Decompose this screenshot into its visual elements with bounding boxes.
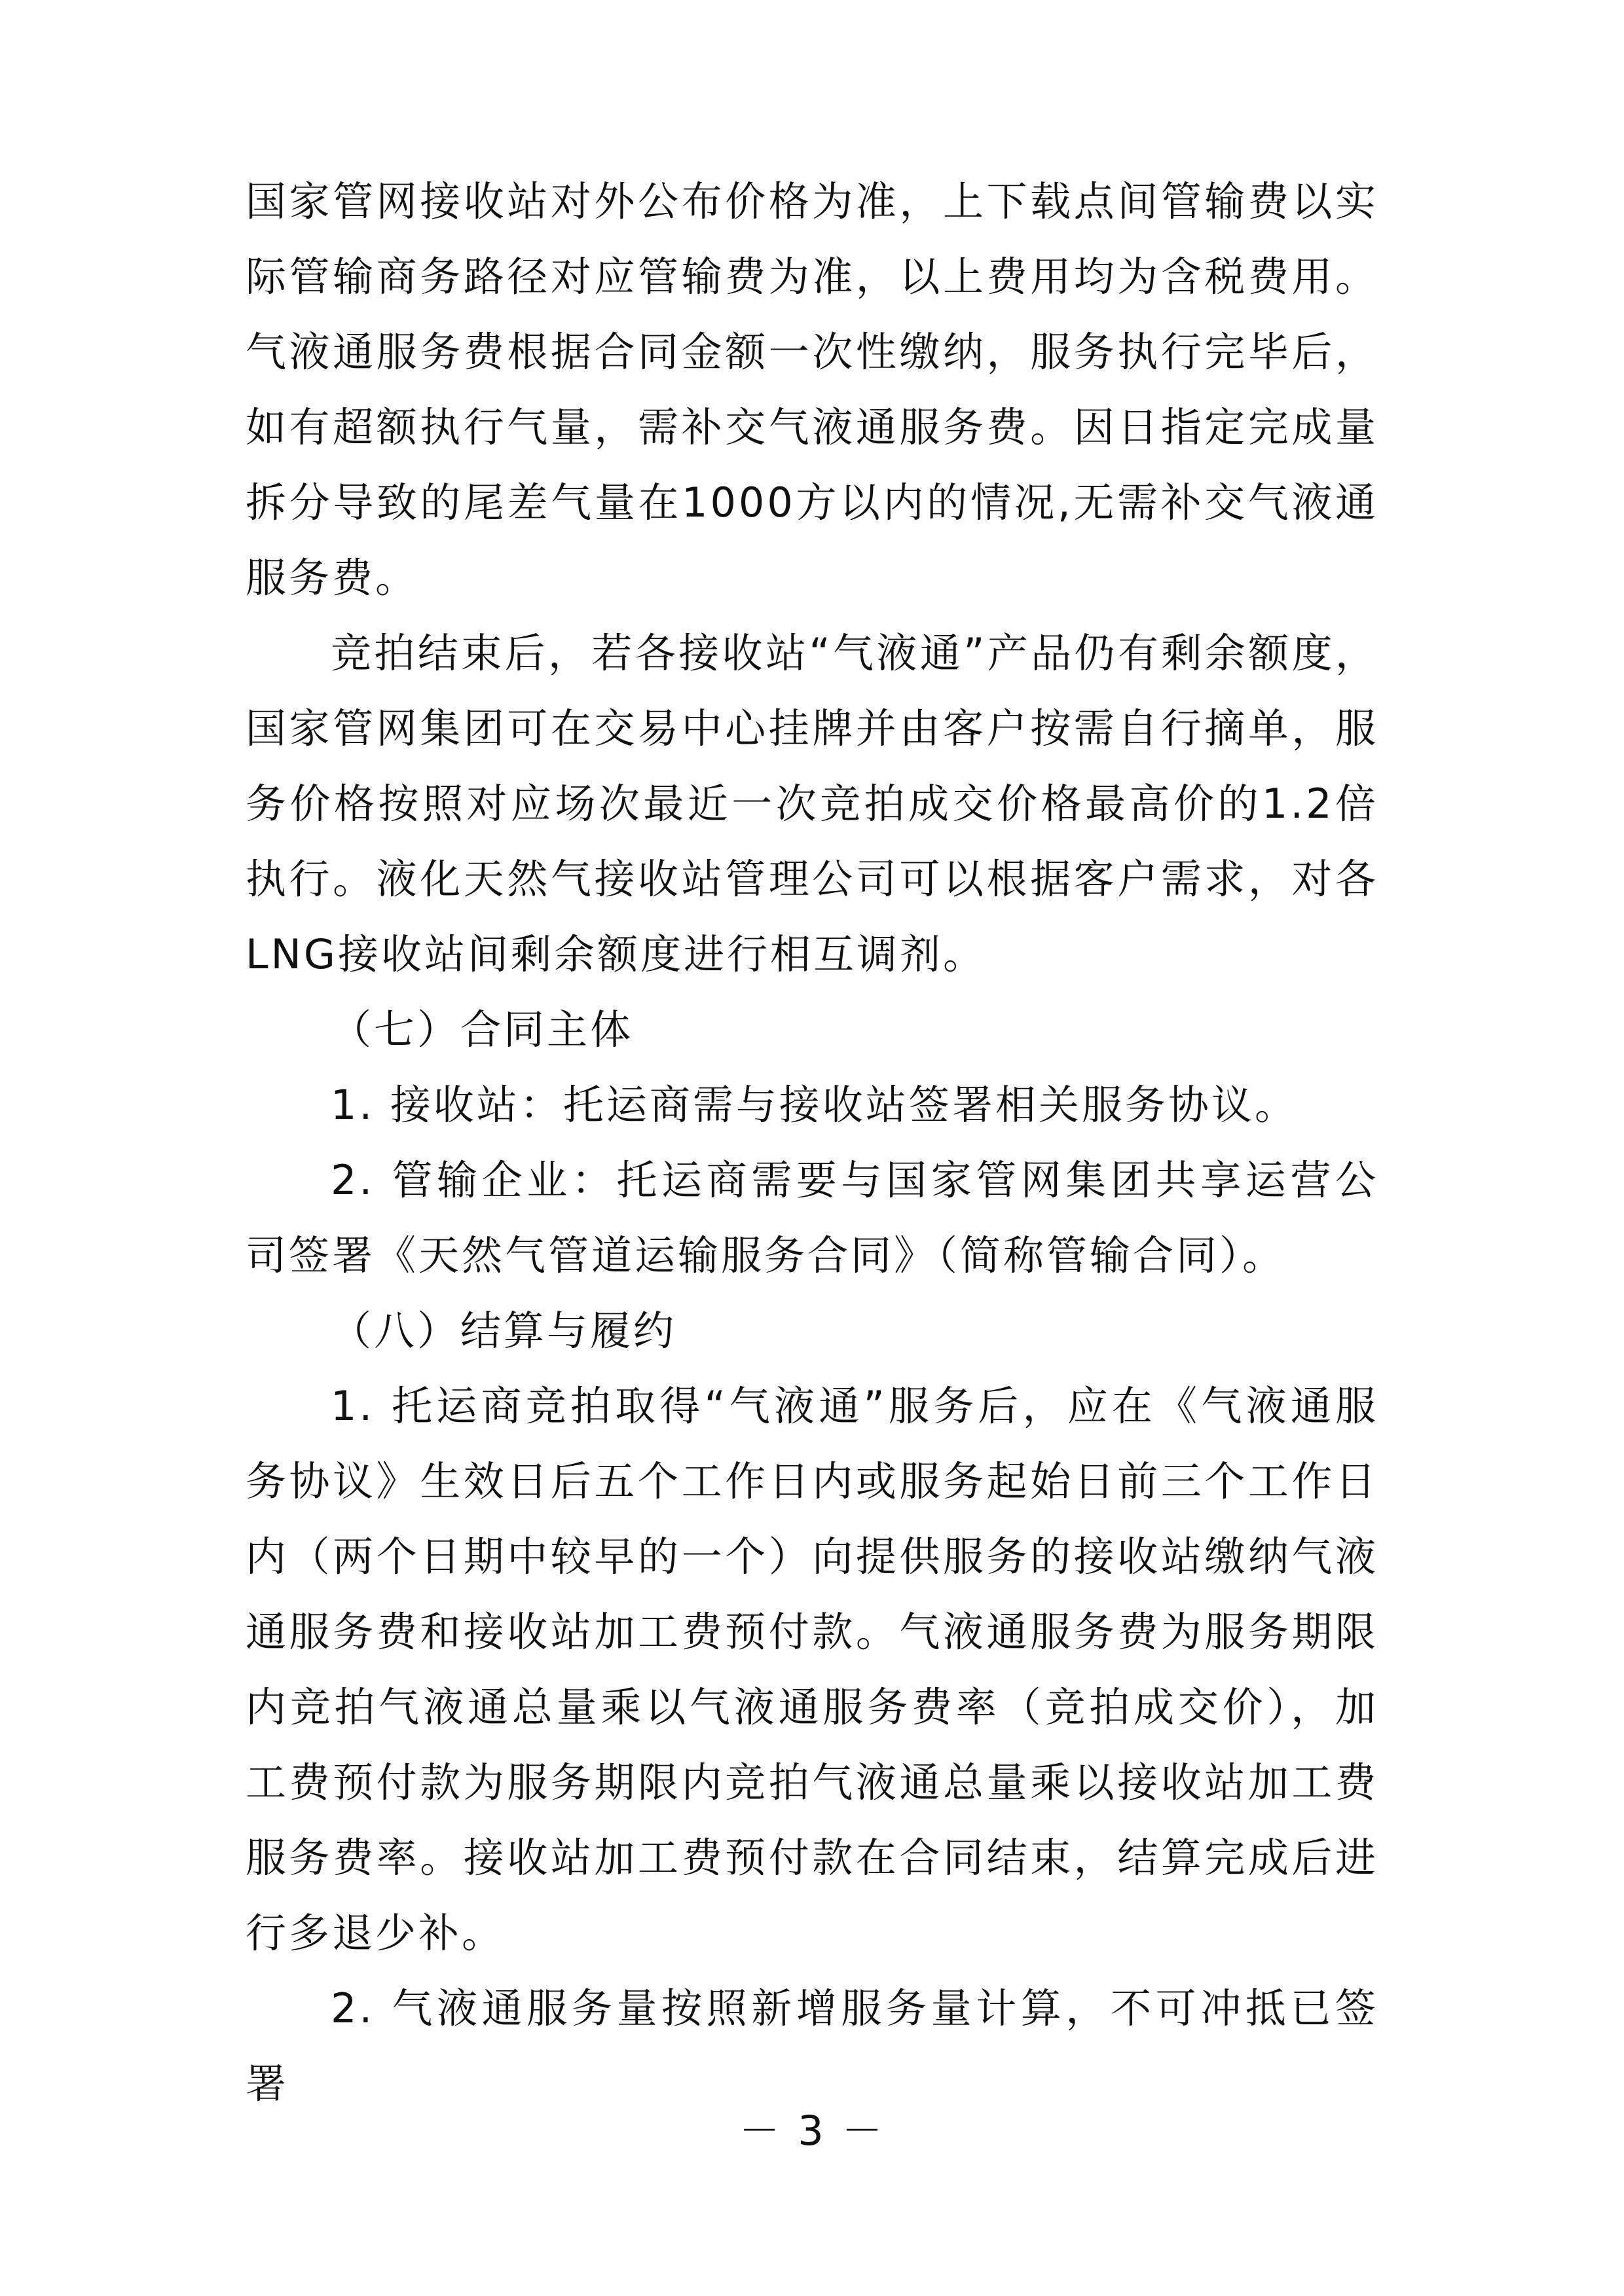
section-heading-settlement: （八）结算与履约 xyxy=(331,1307,677,1355)
section-heading-contract-parties: （七）合同主体 xyxy=(331,1006,634,1053)
paragraph-fee-continuation: 国家管网接收站对外公布价格为准，上下载点间管输费以实际管输商务路径对应管输费为准，以上费用均为含税费用。气液通服务费根据合同金额一次性缴纳，服务执行完毕后，如有超额执行气量，需补交气液通服务费。因日指定完成量拆分导致的尾差气量在1000方以内的情况,无需补交气液通服务费。 xyxy=(246,177,1378,602)
list-item-pipeline-enterprise: 2. 管输企业：托运商需要与国家管网集团共享运营公司签署《天然气管道运输服务合同》（简称管输合同）。 xyxy=(246,1156,1378,1279)
paragraph-remaining-quota: 竞拍结束后，若各接收站“气液通”产品仍有剩余额度，国家管网集团可在交易中心挂牌并由客户按需自行摘单，服务价格按照对应场次最近一次竞拍成交价格最高价的1.2倍执行。液化天然气接收站管理公司可以根据客户需求，对各LNG接收站间剩余额度进行相互调剂。 xyxy=(246,629,1378,978)
document-body xyxy=(246,164,1378,2121)
list-item-receiving-station: 1. 接收站：托运商需与接收站签署相关服务协议。 xyxy=(331,1081,1298,1129)
list-item-payment-terms: 1. 托运商竞拍取得“气液通”服务后，应在《气液通服务协议》生效日后五个工作日内或服务起始日前三个工作日内（两个日期中较早的一个）向提供服务的接收站缴纳气液通服务费和接收站加工费预付款。气液通服务费为服务期限内竞拍气液通总量乘以气液通服务费率（竞拍成交价），加工费预付款为服务期限内竞拍气液通总量乘以接收站加工费服务费率。接收站加工费预付款在合同结束，结算完成后进行多退少补。 xyxy=(246,1382,1378,1957)
list-item-service-volume: 2. 气液通服务量按照新增服务量计算，不可冲抵已签署 xyxy=(246,1984,1378,2107)
page-number: － 3 － xyxy=(739,2107,885,2155)
